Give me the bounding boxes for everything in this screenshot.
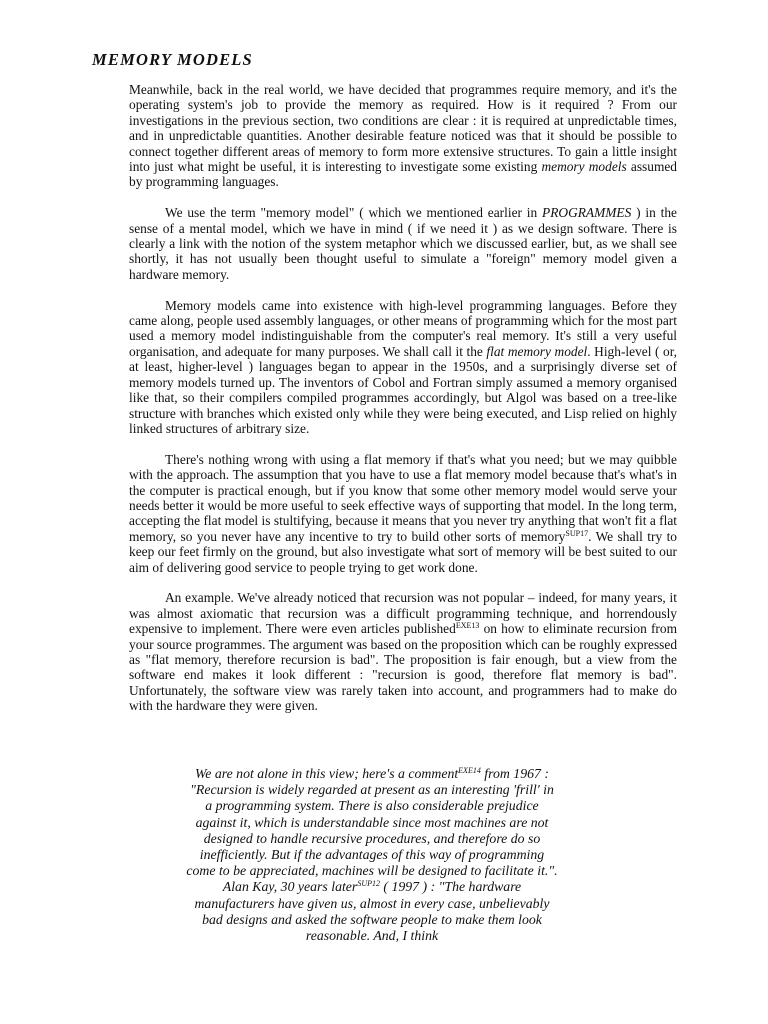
- paragraph-4: [129, 452, 677, 575]
- text-run: . High-level ( or, at least, higher-level ) languages began to appear in the 1950s, and a surprisingly diverse set of memory models turned up. The inventors of Cobol and Fortran simply assumed a memory organised like that, so their compilers compiled programmes accordingly, but Algol was based on a tree-like structure with branches which existed only while they were being executed, and Lisp relied on highly linked structures of arbitrary size.: [129, 343, 677, 436]
- text-run: assumed by programming languages.: [129, 159, 677, 190]
- paragraph-3: [129, 298, 677, 437]
- emphasis-memory-models: memory models: [541, 159, 627, 175]
- text-run: on how to eliminate recursion from your source programmes. The argument was based on the proposition which can be roughly expressed as "flat memory, therefore recursion is bad". The proposition is fair enough, but a view from the software end makes it look different : "recursion is good, therefore flat memory is bad". Unfortunately, the software view was rarely taken into account, and programmers had to make do with the hardware they were given.: [129, 621, 678, 714]
- paragraph-1: [129, 82, 677, 190]
- text-run: There's nothing wrong with using a flat memory if that's what you need; but we may quibble with the approach. The assumption that you have to use a flat memory model because that's what's in the computer is practical enough, but if you know that some other memory model would serve your needs better it would be more useful to seek effective ways of supporting that model. In the long term, accepting the flat model is stultifying, because it means that you never try anything that won't fit a flat memory, so you never have any incentive to try to build other sorts of memory: [129, 451, 677, 544]
- block-quote: [186, 766, 558, 944]
- text-run: . We shall try to keep our feet firmly on the ground, but also investigate what sort of memory will be best suited to our aim of delivering good service to people trying to get work done.: [129, 528, 677, 575]
- text-run: An example. We've already noticed that recursion was not popular – indeed, for many years, it was almost axiomatic that recursion was a difficult programming technique, and horrendously expensive to implement. There were even articles published: [129, 590, 677, 637]
- footnote-ref-sup12: SUP12: [357, 879, 380, 889]
- footnote-ref-sup17: SUP17: [565, 528, 589, 538]
- page-title: MEMORY MODELS: [92, 50, 253, 69]
- paragraph-5: [129, 590, 677, 713]
- text-run: ) in the sense of a mental model, which we have in mind ( if we need it ) as we design software. There is clearly a link with the notion of the system metaphor which we discussed earlier, but, as we shall see shortly, it has not usually been thought useful to simulate a "foreign" memory model given a hardware memory.: [129, 205, 677, 282]
- text-run: We use the term "memory model" ( which we mentioned earlier in: [165, 205, 543, 221]
- text-run: Memory models came into existence with high-level programming languages. Before they came along, people used assembly languages, or other means of programming which for the most part used a memory model indistinguishable from the computer's real memory. It's still a very useful organisation, and adequate for many purposes. We shall call it the: [129, 297, 677, 359]
- body-text: [129, 82, 677, 729]
- text-run: ( 1997 ) : "The hardware manufacturers have given us, almost in every case, unbelievably bad designs and asked the software people to make them look reasonable. And, I think: [194, 879, 550, 944]
- text-run: from 1967 : "Recursion is widely regarded at present as an interesting 'frill' in a programming system. There is also considerable prejudice against it, which is understandable since most machines are not designed to handle recursive procedures, and therefore do so inefficiently. But if the advantages of this way of programming come to be appreciated, machines will be designed to facilitate it.". Alan Kay, 30 years later: [186, 766, 558, 895]
- emphasis-flat-memory-model: flat memory model: [486, 343, 588, 359]
- footnote-ref-exe14: EXE14: [458, 766, 481, 775]
- footnote-ref-exe13: EXE13: [455, 621, 480, 631]
- emphasis-programmes: PROGRAMMES: [542, 205, 632, 221]
- paragraph-2: [129, 205, 677, 282]
- text-run: We are not alone in this view; here's a comment: [195, 766, 459, 781]
- text-run: Meanwhile, back in the real world, we have decided that programmes require memory, and it's the operating system's job to provide the memory as required. How is it required ? From our investigations in the previous section, two conditions are clear : it is required at unpredictable times, and in unpredictable quantities. Another desirable feature noticed was that it should be possible to connect together different areas of memory to form more extensive structures. To gain a little insight into just what might be useful, it is interesting to investigate some existing: [129, 82, 677, 175]
